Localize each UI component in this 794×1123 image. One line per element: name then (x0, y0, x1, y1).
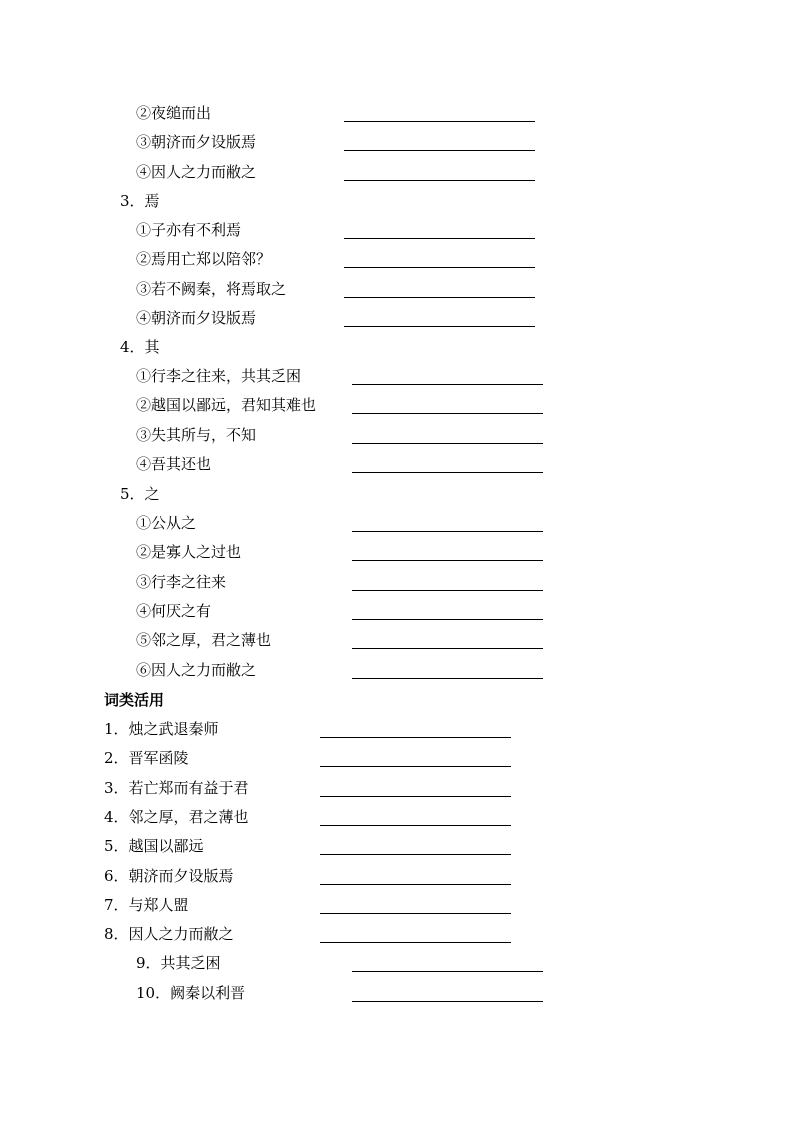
word-usage-item (0, 920, 794, 949)
word-usage-heading (0, 686, 794, 715)
question-item-text: ④吾其还也 (136, 454, 212, 473)
word-usage-item-text: 4．邻之厚，君之薄也 (104, 807, 249, 826)
word-usage-item-text: 5．越国以鄙远 (104, 837, 204, 856)
answer-blank[interactable] (344, 150, 535, 151)
word-usage-item-text: 9．共其乏困 (136, 954, 221, 973)
answer-blank[interactable] (320, 796, 511, 797)
question-item-text: ③若不阙秦，将焉取之 (136, 279, 287, 298)
answer-blank[interactable] (352, 443, 543, 444)
answer-blank[interactable] (344, 180, 535, 181)
question-item (0, 275, 794, 304)
word-usage-item (0, 774, 794, 803)
answer-blank[interactable] (320, 854, 511, 855)
question-item-text: ①公从之 (136, 514, 197, 532)
word-usage-item-text: 1．烛之武退秦师 (104, 720, 219, 738)
answer-blank[interactable] (320, 942, 511, 943)
question-item-text: ②越国以鄙远，君知其难也 (136, 396, 317, 415)
word-usage-item (0, 949, 794, 978)
question-item-text: ②夜缒而出 (136, 104, 212, 122)
answer-blank[interactable] (320, 913, 511, 914)
question-item (0, 450, 794, 479)
word-usage-item-text: 7．与郑人盟 (104, 895, 189, 914)
question-item-text: ①行李之往来，共其乏困 (136, 367, 302, 385)
answer-blank[interactable] (320, 737, 511, 738)
question-item (0, 421, 794, 450)
answer-blank[interactable] (344, 326, 535, 327)
answer-blank[interactable] (352, 1001, 543, 1002)
word-usage-item-text: 10．阙秦以利晋 (136, 983, 246, 1002)
word-usage-item (0, 715, 794, 744)
word-usage-heading-text: 词类活用 (104, 691, 165, 709)
word-usage-item (0, 803, 794, 832)
answer-blank[interactable] (344, 267, 535, 268)
answer-blank[interactable] (320, 884, 511, 885)
question-item-text: ⑥因人之力而敝之 (136, 660, 257, 679)
answer-blank[interactable] (352, 560, 543, 561)
question-item (0, 304, 794, 333)
question-item (0, 509, 794, 538)
section-label-s2 (0, 187, 794, 216)
question-item-text: ④因人之力而敝之 (136, 162, 257, 181)
question-item (0, 626, 794, 655)
word-usage-item-text: 3．若亡郑而有益于君 (104, 778, 249, 797)
question-item (0, 391, 794, 420)
section-label-s2-text: 3．焉 (120, 192, 160, 210)
answer-blank[interactable] (352, 648, 543, 649)
question-item-text: ④朝济而夕设版焉 (136, 308, 257, 327)
section-label-s4-text: 5．之 (120, 485, 160, 503)
word-usage-item-text: 6．朝济而夕设版焉 (104, 866, 234, 885)
question-item-text: ②焉用亡郑以陪邻？ (136, 250, 272, 269)
word-usage-item (0, 832, 794, 861)
word-usage-item (0, 979, 794, 1008)
question-item (0, 597, 794, 626)
answer-blank[interactable] (352, 472, 543, 473)
answer-blank[interactable] (352, 678, 543, 679)
question-item (0, 656, 794, 685)
answer-blank[interactable] (320, 825, 511, 826)
answer-blank[interactable] (320, 766, 511, 767)
question-item (0, 158, 794, 187)
question-item (0, 538, 794, 567)
question-item (0, 216, 794, 245)
word-usage-item-text: 2．晋军函陵 (104, 749, 189, 768)
question-item-text: ③朝济而夕设版焉 (136, 133, 257, 152)
word-usage-item (0, 744, 794, 773)
answer-blank[interactable] (352, 971, 543, 972)
question-item-text: ②是寡人之过也 (136, 543, 242, 562)
question-item-text: ⑤邻之厚，君之薄也 (136, 631, 272, 650)
section-label-s3 (0, 333, 794, 362)
question-item-text: ①子亦有不利焉 (136, 221, 242, 239)
answer-blank[interactable] (352, 531, 543, 532)
question-item (0, 99, 794, 128)
answer-blank[interactable] (352, 384, 543, 385)
question-item-text: ④何厌之有 (136, 601, 212, 620)
question-item-text: ③行李之往来 (136, 572, 227, 591)
answer-blank[interactable] (344, 297, 535, 298)
question-item (0, 362, 794, 391)
answer-blank[interactable] (352, 590, 543, 591)
word-usage-item (0, 891, 794, 920)
question-item (0, 568, 794, 597)
question-item-text: ③失其所与，不知 (136, 425, 257, 444)
word-usage-item (0, 862, 794, 891)
answer-blank[interactable] (352, 619, 543, 620)
question-item (0, 128, 794, 157)
answer-blank[interactable] (344, 121, 535, 122)
answer-blank[interactable] (352, 413, 543, 414)
answer-blank[interactable] (344, 238, 535, 239)
section-label-s3-text: 4．其 (120, 338, 160, 356)
word-usage-item-text: 8．因人之力而敝之 (104, 925, 234, 944)
question-item (0, 245, 794, 274)
section-label-s4 (0, 480, 794, 509)
